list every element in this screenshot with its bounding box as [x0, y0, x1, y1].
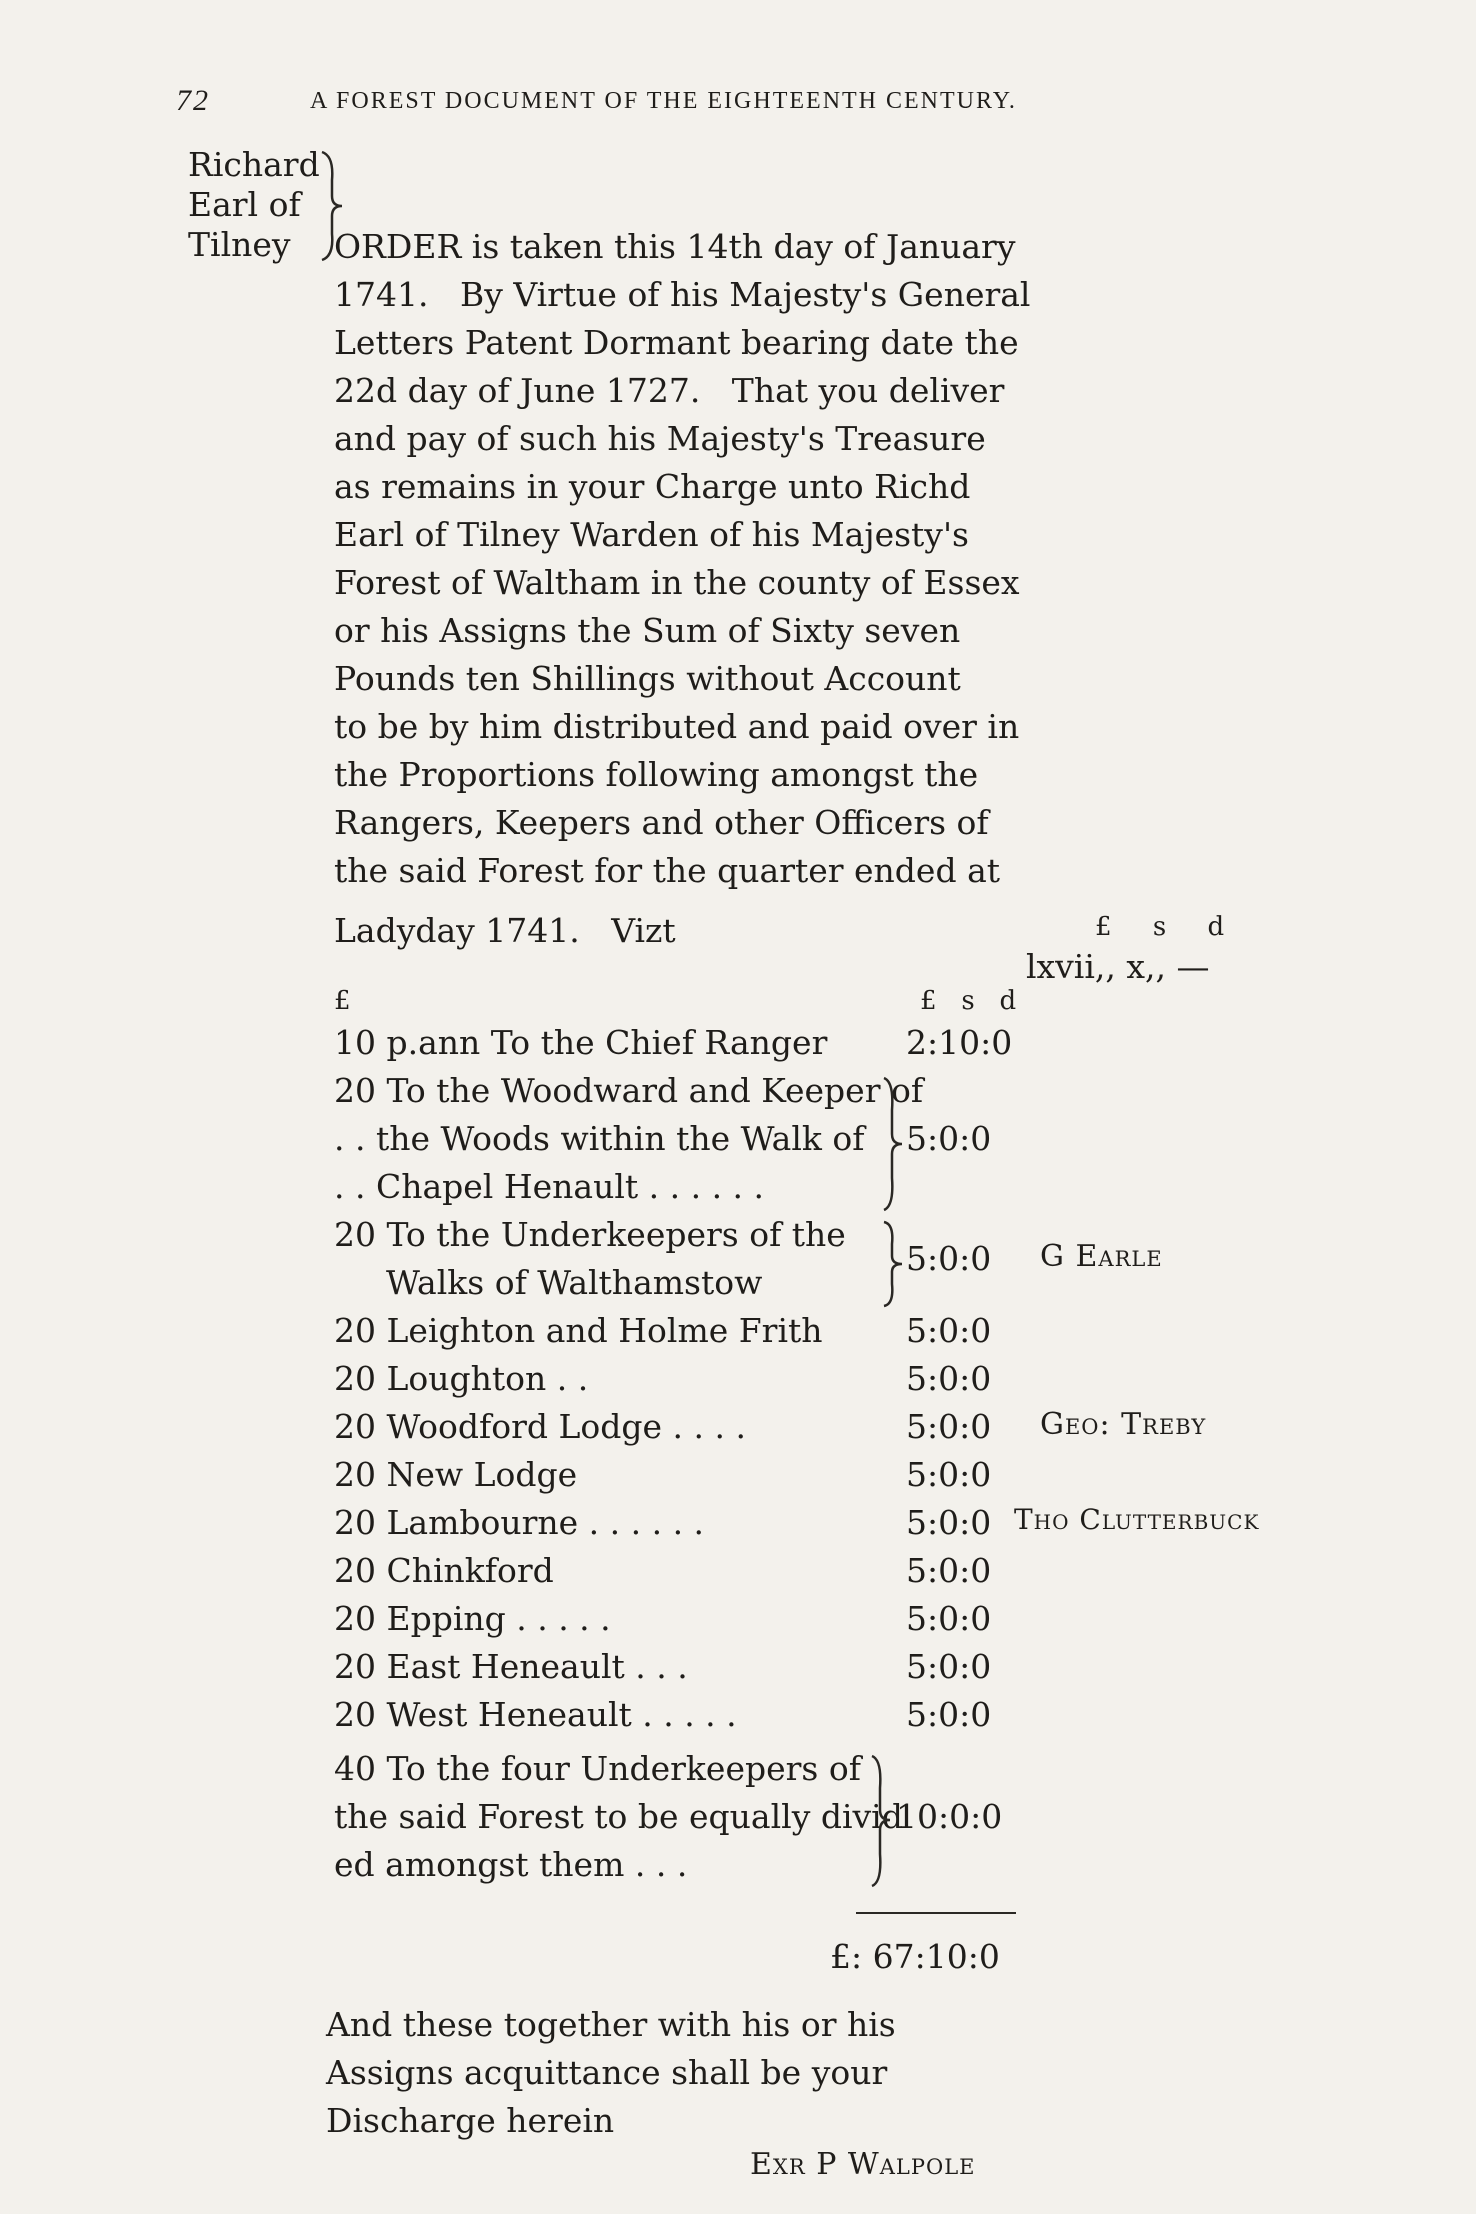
entry-amount: 5:0:0	[906, 1119, 992, 1158]
entry-line: 20 West Heneault . . . . .	[334, 1695, 737, 1734]
entry-line: 20 Leighton and Holme Frith	[334, 1311, 823, 1350]
entry-line: 20 New Lodge	[334, 1455, 578, 1494]
order-line: and pay of such his Majesty's Treasure	[334, 419, 986, 458]
entry-line: 40 To the four Underkeepers of	[334, 1749, 861, 1788]
order-line: 1741. By Virtue of his Majesty's General	[334, 275, 1031, 314]
signature-walpole: Exr P Walpole	[750, 2147, 976, 2182]
order-line: Forest of Waltham in the county of Essex	[334, 563, 1020, 602]
entry-line: 10 p.ann To the Chief Ranger	[334, 1023, 828, 1062]
closing-line: Discharge herein	[326, 2101, 615, 2140]
entry-amount: 5:0:0	[906, 1359, 992, 1398]
signature-earle: G Earle	[1040, 1239, 1163, 1274]
entry-amount: 5:0:0	[906, 1695, 992, 1734]
running-title: A FOREST DOCUMENT OF THE EIGHTEENTH CENTURY.	[310, 88, 1017, 114]
entry-line: 20 East Heneault . . .	[334, 1647, 688, 1686]
entry-amount: 5:0:0	[906, 1455, 992, 1494]
order-line: the Proportions following amongst the	[334, 755, 979, 794]
column-header-right: £ s d	[920, 986, 1017, 1016]
entry-line: 20 Epping . . . . .	[334, 1599, 611, 1638]
order-line: Pounds ten Shillings without Account	[334, 659, 961, 698]
order-line: or his Assigns the Sum of Sixty seven	[334, 611, 961, 650]
entry-amount: 10:0:0	[896, 1797, 1003, 1836]
entry-line: the said Forest to be equally divid	[334, 1797, 903, 1836]
entry-amount: 5:0:0	[906, 1647, 992, 1686]
entry-line: . . the Woods within the Walk of	[334, 1119, 865, 1158]
entry-line: 20 Lambourne . . . . . .	[334, 1503, 705, 1542]
entry-amount: 5:0:0	[906, 1599, 992, 1638]
entry-amount: 5:0:0	[906, 1551, 992, 1590]
order-line: to be by him distributed and paid over in	[334, 707, 1020, 746]
closing-line: And these together with his or his	[326, 2005, 896, 2044]
column-header-left: £	[334, 986, 351, 1016]
order-line: Letters Patent Dormant bearing date the	[334, 323, 1019, 362]
issuer-line: Richard	[188, 145, 320, 184]
entry-line: 20 Loughton . .	[334, 1359, 589, 1398]
total-rule	[856, 1912, 1016, 1914]
issuer-line: Tilney	[188, 225, 291, 264]
entry-line: 20 Woodford Lodge . . . .	[334, 1407, 746, 1446]
issuer-line: Earl of	[188, 185, 301, 224]
entry-amount: 2:10:0	[906, 1023, 1013, 1062]
entry-amount: 5:0:0	[906, 1239, 992, 1278]
entry-line: 20 Chinkford	[334, 1551, 554, 1590]
total-amount: £: 67:10:0	[830, 1937, 1000, 1976]
entry-amount: 5:0:0	[906, 1311, 992, 1350]
order-line: Ladyday 1741. Vizt	[334, 911, 676, 950]
order-line: ORDER is taken this 14th day of January	[334, 227, 1016, 266]
order-line: as remains in your Charge unto Richd	[334, 467, 971, 506]
entry-line: Walks of Walthamstow	[386, 1263, 763, 1302]
entry-amount: 5:0:0	[906, 1407, 992, 1446]
running-header	[0, 84, 1476, 124]
entry-amount: 5:0:0	[906, 1503, 992, 1542]
page-number: 72	[176, 84, 210, 117]
entry-brace	[868, 1754, 894, 1888]
order-line: 22d day of June 1727. That you deliver	[334, 371, 1005, 410]
order-line: Earl of Tilney Warden of his Majesty's	[334, 515, 969, 554]
sum-roman-value: lxvii,, x,, —	[1026, 947, 1210, 986]
entry-brace	[880, 1076, 906, 1212]
entry-line: . . Chapel Henault . . . . . .	[334, 1167, 765, 1206]
entry-line: 20 To the Woodward and Keeper of	[334, 1071, 924, 1110]
signature-clutterbuck: Tho Clutterbuck	[1014, 1503, 1260, 1536]
entry-line: 20 To the Underkeepers of the	[334, 1215, 846, 1254]
order-line: Rangers, Keepers and other Officers of	[334, 803, 989, 842]
signature-treby: Geo: Treby	[1040, 1407, 1207, 1442]
entry-line: ed amongst them . . .	[334, 1845, 688, 1884]
closing-line: Assigns acquittance shall be your	[326, 2053, 888, 2092]
order-line: the said Forest for the quarter ended at	[334, 851, 1001, 890]
entry-brace	[880, 1220, 906, 1308]
sum-units-header: £ s d	[1095, 912, 1225, 942]
